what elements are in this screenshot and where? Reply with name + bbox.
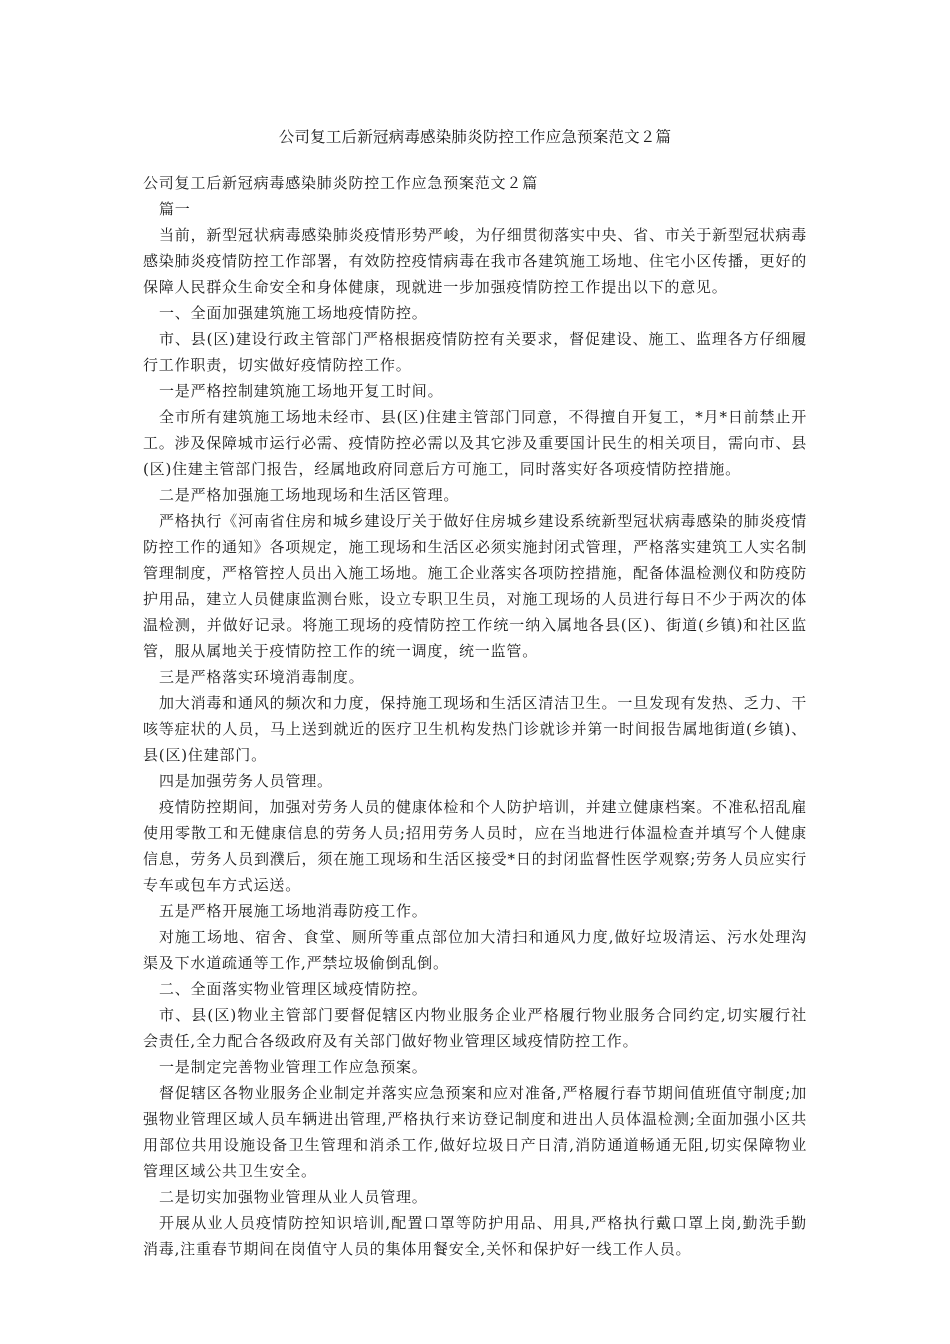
subheading: 二是严格加强施工场地现场和生活区管理。: [159, 486, 460, 504]
section-label: 篇一: [159, 200, 191, 218]
paragraph: 严格执行《河南省住房和城乡建设厅关于做好住房城乡建设系统新型冠状病毒感染的肺炎疫情防控工作的通知》各项规定，施工现场和生活区必须实施封闭式管理，严格落实建筑工人实名制管理制度，严格管控人员出入施工场地。施工企业落实各项防控措施，配备体温检测仪和防疫防护用品，建立人员健康监测台账，设立专职卫生员，对施工现场的人员进行每日不少于两次的体温检测，并做好记录。将施工现场的疫情防控工作统一纳入属地各县(区)、街道(乡镇)和社区监管，服从属地关于疫情防控工作的统一调度，统一监管。: [143, 512, 807, 660]
paragraph: 全市所有建筑施工场地未经市、县(区)住建主管部门同意，不得擅自开复工，*月*日前禁止开工。涉及保障城市运行必需、疫情防控必需以及其它涉及重要国计民生的相关项目，需向市、县(区)住建主管部门报告，经属地政府同意后方可施工，同时落实好各项疫情防控措施。: [143, 408, 807, 478]
heading: 二、全面落实物业管理区域疫情防控。: [159, 980, 428, 998]
document-subtitle: 公司复工后新冠病毒感染肺炎防控工作应急预案范文２篇: [143, 174, 539, 192]
paragraph: 市、县(区)建设行政主管部门严格根据疫情防控有关要求，督促建设、施工、监理各方仔细履行工作职责，切实做好疫情防控工作。: [143, 330, 807, 374]
subheading: 一是严格控制建筑施工场地开复工时间。: [159, 382, 444, 400]
paragraph: 疫情防控期间，加强对劳务人员的健康体检和个人防护培训，并建立健康档案。不准私招乱雇使用零散工和无健康信息的劳务人员;招用劳务人员时，应在当地进行体温检查并填写个人健康信息，劳务人员到濮后，须在施工现场和生活区接受*日的封闭监督性医学观察;劳务人员应实行专车或包车方式运送。: [143, 798, 807, 894]
subheading: 五是严格开展施工场地消毒防疫工作。: [159, 902, 428, 920]
paragraph: 督促辖区各物业服务企业制定并落实应急预案和应对准备,严格履行春节期间值班值守制度;加强物业管理区域人员车辆进出管理,严格执行来访登记制度和进出人员体温检测;全面加强小区共用部位共用设施设备卫生管理和消杀工作,做好垃圾日产日清,消防通道畅通无阻,切实保障物业管理区域公共卫生安全。: [143, 1084, 807, 1180]
subheading: 二是切实加强物业管理从业人员管理。: [159, 1188, 428, 1206]
subheading: 四是加强劳务人员管理。: [159, 772, 333, 790]
subheading: 三是严格落实环境消毒制度。: [159, 668, 365, 686]
paragraph: 对施工场地、宿舍、食堂、厕所等重点部位加大清扫和通风力度,做好垃圾清运、污水处理沟渠及下水道疏通等工作,严禁垃圾偷倒乱倒。: [143, 928, 807, 972]
paragraph: 开展从业人员疫情防控知识培训,配置口罩等防护用品、用具,严格执行戴口罩上岗,勤洗手勤消毒,注重春节期间在岗值守人员的集体用餐安全,关怀和保护好一线工作人员。: [143, 1214, 807, 1258]
paragraph: 加大消毒和通风的频次和力度，保持施工现场和生活区清洁卫生。一旦发现有发热、乏力、干咳等症状的人员，马上送到就近的医疗卫生机构发热门诊就诊并第一时间报告属地街道(乡镇)、县(区)住建部门。: [143, 694, 807, 764]
subheading: 一是制定完善物业管理工作应急预案。: [159, 1058, 428, 1076]
heading: 一、全面加强建筑施工场地疫情防控。: [159, 304, 428, 322]
paragraph: 当前，新型冠状病毒感染肺炎疫情形势严峻，为仔细贯彻落实中央、省、市关于新型冠状病毒感染肺炎疫情防控工作部署，有效防控疫情病毒在我市各建筑施工场地、住宅小区传播，更好的保障人民群众生命安全和身体健康，现就进一步加强疫情防控工作提出以下的意见。: [143, 226, 807, 296]
page-title: 公司复工后新冠病毒感染肺炎防控工作应急预案范文２篇: [278, 128, 672, 146]
paragraph: 市、县(区)物业主管部门要督促辖区内物业服务企业严格履行物业服务合同约定,切实履行社会责任,全力配合各级政府及有关部门做好物业管理区域疫情防控工作。: [143, 1006, 807, 1050]
document-body: [143, 170, 807, 1262]
